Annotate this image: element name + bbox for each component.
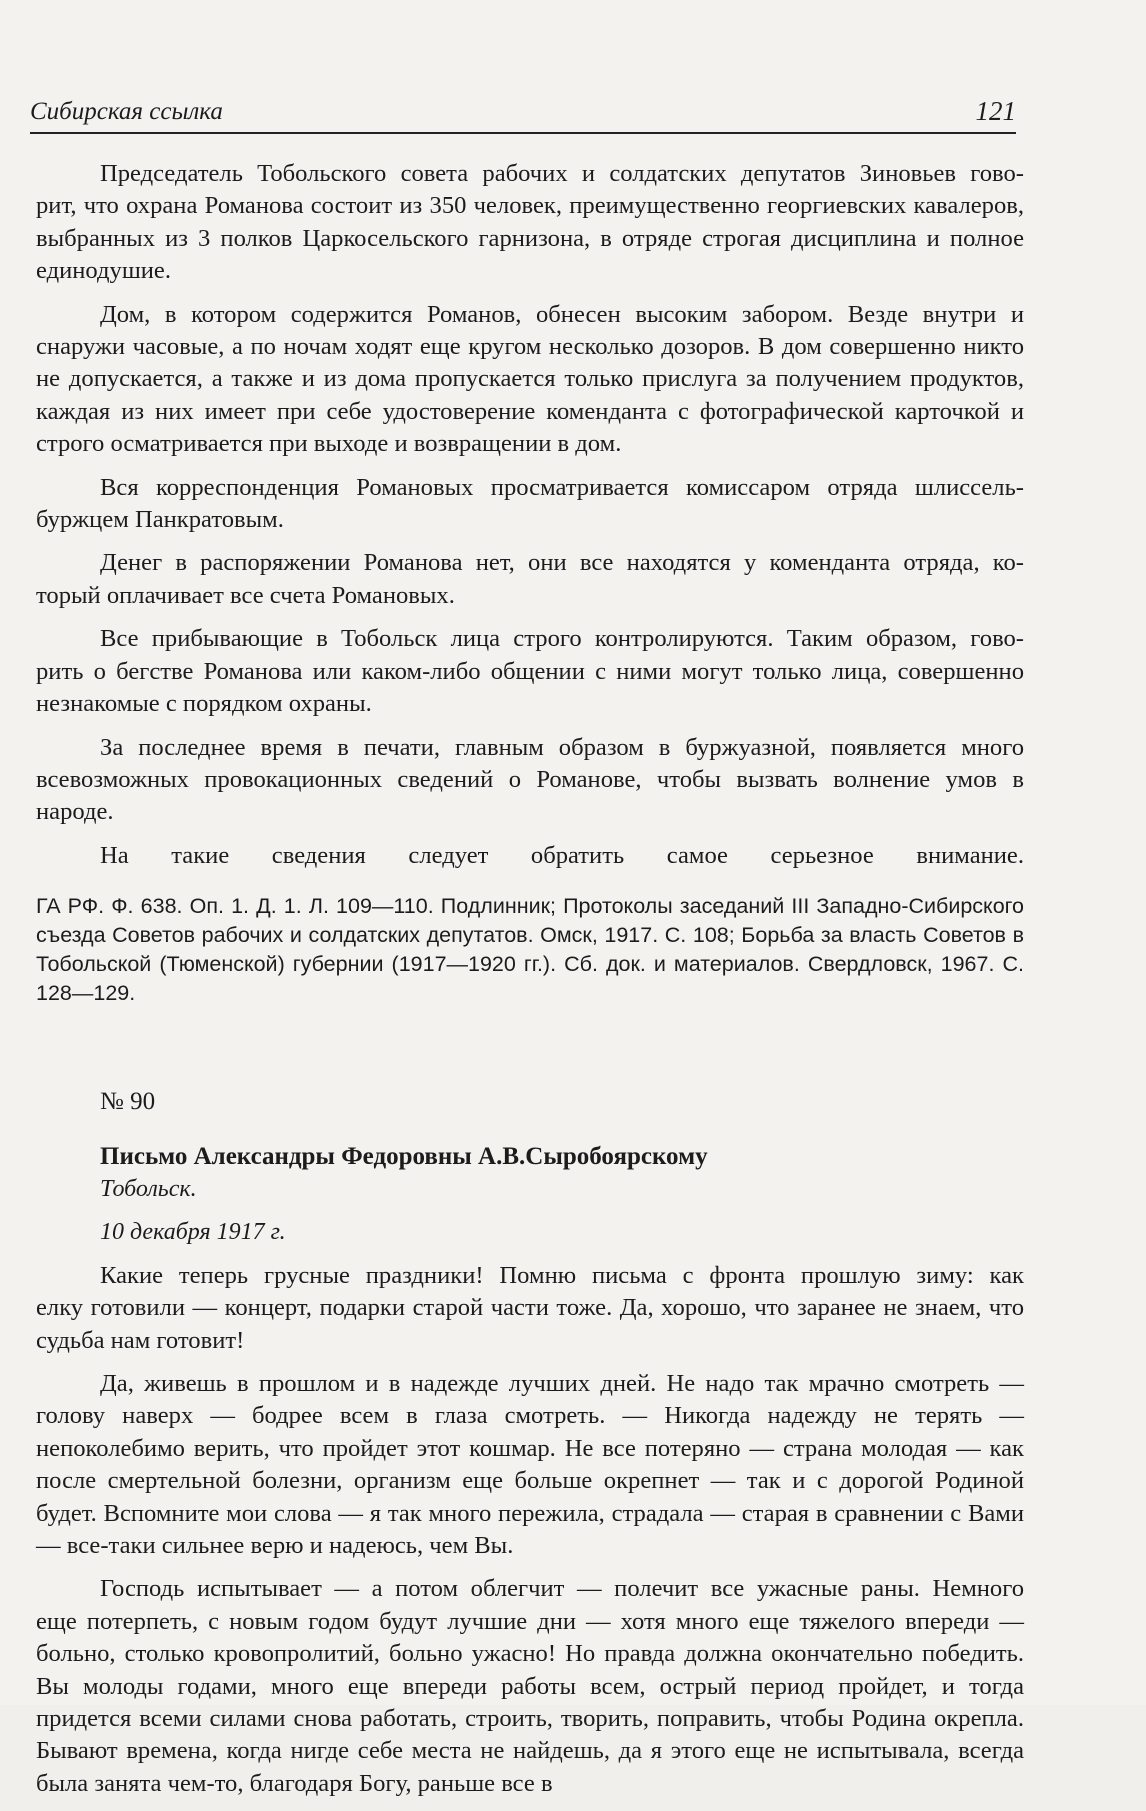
paragraph-continuation: снаружи часовые, а по ночам ходят еще кругом несколько дозоров. В дом совершенно никто не допускается, а также и из дома пропускается только прислуга за получением продуктов, каждая из них имеет при себе удостоверение коменданта с фотографической карточкой и строго осматривается при выходе и возвращении в дом.	[36, 333, 1024, 458]
paragraph-first-line: Дом, в котором содержится Романов, обнесен высоким забором. Везде внутри и	[100, 300, 1024, 328]
report-paragraphs	[36, 158, 1024, 872]
paragraph	[36, 547, 1024, 612]
paragraph	[36, 1260, 1024, 1357]
page-number: 121	[975, 96, 1016, 126]
document-title: Письмо Александры Федоровны А.В.Сыробоярскому	[100, 1142, 708, 1170]
paragraph	[36, 158, 1024, 288]
paragraph	[36, 472, 1024, 537]
paragraph	[36, 299, 1024, 461]
document-number: № 90	[100, 1088, 156, 1116]
letter-paragraphs	[36, 1260, 1024, 1801]
paragraph-continuation: торый оплачивает все счета Романовых.	[36, 581, 455, 609]
document-date: 10 декабря 1917 г.	[100, 1219, 286, 1246]
document-place: Тобольск.	[100, 1175, 197, 1202]
paragraph-continuation: буржцем Панкратовым.	[36, 506, 284, 534]
paragraph-first-line: Председатель Тобольского совета рабочих и солдатских депутатов Зиновьев гово-	[100, 160, 1024, 187]
paragraph-continuation: голову наверх — бодрее всем в глаза смотреть. — Никогда надежду не терять — непоколебимо верить, что пройдет этот кошмар. Не все потеряно — страна молодая — как после смертельной болезни, организм еще больше окрепнет — так и с дорогой Родиной будет. Вспомните мои слова — я так много пережила, страдала — старая в сравнении с Вами — все-таки сильнее верю и надеюсь, чем Вы.	[36, 1402, 1024, 1559]
paragraph-continuation: всевозможных провокационных сведений о Романове, чтобы вызвать волнение умов в народе.	[36, 765, 1024, 826]
paragraph-first-line: Да, живешь в прошлом и в надежде лучших дней. Не надо так мрачно смотреть —	[100, 1369, 1024, 1397]
paragraph	[36, 732, 1024, 829]
paragraph-first-line: Господь испытывает — а потом облегчит — полечит все ужасные раны. Немного	[100, 1575, 1024, 1603]
paragraph-first-line: Вся корреспонденция Романовых просматривается комиссаром отряда шлиссель-	[100, 473, 1024, 501]
paragraph	[36, 623, 1024, 720]
paragraph-first-line: Все прибывающие в Тобольск лица строго контролируются. Таким образом, гово-	[100, 625, 1024, 653]
paragraph-first-line: Какие теперь грусные праздники! Помню письма с фронта прошлую зиму: как	[100, 1261, 1024, 1289]
running-title: Сибирская ссылка	[30, 98, 223, 125]
paragraph-continuation: еще потерпеть, с новым годом будут лучшие дни — хотя много еще тяжелого впереди — больно, столько кровопролитий, больно ужасно! Но правда должна окончательно победить. Вы молоды годами, много еще впереди работы всем, острый период пройдет, и тогда придется всеми силами снова работать, строить, творить, поправить, чтобы Родина окрепла. Бывают времена, когда нигде себе места не найдешь, да я этого еще не испытывала, всегда была занята чем-то, благодаря Богу, раньше все в	[36, 1607, 1024, 1797]
paragraph-first-line: За последнее время в печати, главным образом в буржуазной, появляется много	[100, 733, 1024, 761]
paragraph-continuation: рит, что охрана Романова состоит из 350 человек, преимущественно георгиевских кавалеров, выбранных из 3 полков Царкосельского гарнизона, в отряде строгая дисциплина и полное единодушие.	[36, 192, 1024, 285]
paragraph-continuation: рить о бегстве Романова или каком-либо общении с ними могут только лица, совершенно незнакомые с порядком охраны.	[36, 657, 1024, 718]
paragraph-continuation: елку готовили — концерт, подарки старой части тоже. Да, хорошо, что заранее не знаем, что судьба нам готовит!	[36, 1294, 1024, 1354]
paragraph-first-line: На такие сведения следует обратить самое серьезное внимание.	[100, 841, 1024, 869]
paragraph	[36, 1368, 1024, 1562]
running-header	[30, 96, 1016, 134]
paragraph	[36, 1573, 1024, 1800]
paragraph-first-line: Денег в распоряжении Романова нет, они все находятся у коменданта отряда, ко-	[100, 549, 1024, 577]
paragraph	[100, 840, 1024, 872]
source-note: ГА РФ. Ф. 638. Оп. 1. Д. 1. Л. 109—110. Подлинник; Протоколы заседаний III Западно-Сибирского съезда Советов рабочих и солдатских депутатов. Омск, 1917. С. 108; Борьба за власть Советов в Тобольской (Тюменской) губернии (1917—1920 гг.). Сб. док. и материалов. Свердловск, 1967. С. 128—129.	[36, 894, 1024, 1006]
page-body	[36, 158, 1024, 1811]
